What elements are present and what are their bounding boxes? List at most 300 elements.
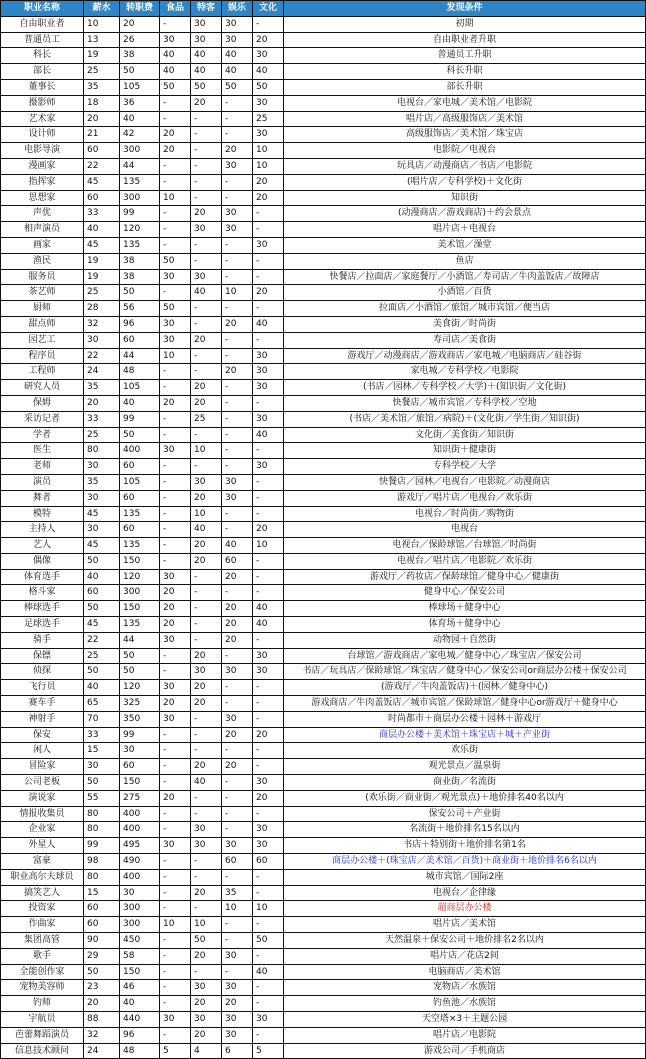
- discovery-condition: 拉面店／小酒馆／旅馆／城市宾馆／便当店: [284, 301, 646, 317]
- salary-cell: 30: [84, 490, 120, 506]
- salary-cell: 40: [84, 680, 120, 696]
- table-row: [1, 759, 646, 775]
- job-name: 模特: [1, 506, 84, 522]
- salary-cell: 35: [84, 380, 120, 396]
- table-row: [1, 775, 646, 791]
- food-cell: 20: [160, 395, 191, 411]
- discovery-condition: 欢乐街: [284, 743, 646, 759]
- transfer-fee-cell: 60: [120, 759, 160, 775]
- table-row: [1, 79, 646, 95]
- job-name: 信息技术顾问: [1, 1043, 84, 1059]
- job-name: 普通员工: [1, 32, 84, 48]
- discovery-condition: 宠物店／水族馆: [284, 980, 646, 996]
- food-cell: -: [160, 727, 191, 743]
- job-name: 芭蕾舞蹈演员: [1, 1027, 84, 1043]
- job-name: 保镖: [1, 648, 84, 664]
- food-cell: -: [160, 901, 191, 917]
- guest-cell: -: [191, 585, 222, 601]
- discovery-condition: 电视台／企律缘: [284, 885, 646, 901]
- salary-cell: 25: [84, 427, 120, 443]
- culture-cell: -: [253, 332, 284, 348]
- salary-cell: 30: [84, 459, 120, 475]
- fun-cell: 30: [222, 16, 253, 32]
- salary-cell: 22: [84, 158, 120, 174]
- guest-cell: 50: [191, 933, 222, 949]
- salary-cell: 23: [84, 980, 120, 996]
- transfer-fee-cell: 105: [120, 79, 160, 95]
- job-name: 全能创作家: [1, 964, 84, 980]
- discovery-condition: 电影院／电视台: [284, 143, 646, 159]
- culture-cell: 25: [253, 111, 284, 127]
- fun-cell: 40: [222, 48, 253, 64]
- job-name: 艺术家: [1, 111, 84, 127]
- guest-cell: 30: [191, 16, 222, 32]
- fun-cell: 20: [222, 316, 253, 332]
- table-row: [1, 806, 646, 822]
- guest-cell: -: [191, 174, 222, 190]
- guest-cell: -: [191, 427, 222, 443]
- table-row: [1, 32, 646, 48]
- salary-cell: 10: [84, 16, 120, 32]
- table-row: [1, 111, 646, 127]
- job-name: 赛车手: [1, 696, 84, 712]
- fun-cell: -: [222, 459, 253, 475]
- discovery-condition: 玩具店／动漫商店／书店／电影院: [284, 158, 646, 174]
- salary-cell: 50: [84, 601, 120, 617]
- fun-cell: 30: [222, 222, 253, 238]
- food-cell: -: [160, 806, 191, 822]
- job-name: 格斗家: [1, 585, 84, 601]
- discovery-condition: 天然温泉＋保安公司＋地价排名2名以内: [284, 933, 646, 949]
- guest-cell: 30: [191, 222, 222, 238]
- transfer-fee-cell: 60: [120, 459, 160, 475]
- culture-cell: 30: [253, 364, 284, 380]
- culture-cell: -: [253, 680, 284, 696]
- fun-cell: 30: [222, 206, 253, 222]
- food-cell: 30: [160, 332, 191, 348]
- job-name: 相声演员: [1, 222, 84, 238]
- culture-cell: -: [253, 917, 284, 933]
- transfer-fee-cell: 50: [120, 427, 160, 443]
- fun-cell: 60: [222, 553, 253, 569]
- guest-cell: 40: [191, 522, 222, 538]
- job-name: 棒球选手: [1, 601, 84, 617]
- culture-cell: -: [253, 395, 284, 411]
- salary-cell: 19: [84, 48, 120, 64]
- salary-cell: 20: [84, 111, 120, 127]
- salary-cell: 35: [84, 79, 120, 95]
- fun-cell: 20: [222, 601, 253, 617]
- food-cell: -: [160, 775, 191, 791]
- fun-cell: 20: [222, 617, 253, 633]
- table-row: [1, 1027, 646, 1043]
- header-name: 职业名称: [1, 1, 84, 17]
- transfer-fee-cell: 60: [120, 332, 160, 348]
- culture-cell: -: [253, 301, 284, 317]
- job-name: 作曲家: [1, 917, 84, 933]
- guest-cell: -: [191, 617, 222, 633]
- food-cell: -: [160, 538, 191, 554]
- salary-cell: 28: [84, 301, 120, 317]
- culture-cell: -: [253, 632, 284, 648]
- food-cell: 20: [160, 585, 191, 601]
- culture-cell: 20: [253, 32, 284, 48]
- table-row: [1, 64, 646, 80]
- transfer-fee-cell: 150: [120, 775, 160, 791]
- transfer-fee-cell: 56: [120, 301, 160, 317]
- culture-cell: 20: [253, 727, 284, 743]
- guest-cell: 30: [191, 269, 222, 285]
- culture-cell: 20: [253, 174, 284, 190]
- table-row: [1, 664, 646, 680]
- guest-cell: -: [191, 964, 222, 980]
- transfer-fee-cell: 50: [120, 648, 160, 664]
- table-row: [1, 285, 646, 301]
- transfer-fee-cell: 99: [120, 206, 160, 222]
- fun-cell: -: [222, 332, 253, 348]
- guest-cell: 40: [191, 48, 222, 64]
- job-name: 老师: [1, 459, 84, 475]
- discovery-condition: 动物园＋自然街: [284, 632, 646, 648]
- discovery-condition: 书店／玩具店／保龄球馆／珠宝店／健身中心／保安公司or商层办公楼＋保安公司: [284, 664, 646, 680]
- guest-cell: 20: [191, 948, 222, 964]
- transfer-fee-cell: 440: [120, 1012, 160, 1028]
- culture-cell: -: [253, 206, 284, 222]
- culture-cell: 40: [253, 316, 284, 332]
- fun-cell: 35: [222, 885, 253, 901]
- transfer-fee-cell: 50: [120, 664, 160, 680]
- transfer-fee-cell: 135: [120, 538, 160, 554]
- table-row: [1, 222, 646, 238]
- food-cell: -: [160, 380, 191, 396]
- salary-cell: 50: [84, 775, 120, 791]
- guest-cell: 20: [191, 759, 222, 775]
- transfer-fee-cell: 50: [120, 285, 160, 301]
- salary-cell: 50: [84, 964, 120, 980]
- salary-cell: 35: [84, 474, 120, 490]
- job-name: 自由职业者: [1, 16, 84, 32]
- job-name: 设计师: [1, 127, 84, 143]
- fun-cell: 20: [222, 569, 253, 585]
- guest-cell: 20: [191, 332, 222, 348]
- job-name: 艺人: [1, 538, 84, 554]
- salary-cell: 60: [84, 585, 120, 601]
- table-row: [1, 648, 646, 664]
- job-name: 宇航员: [1, 1012, 84, 1028]
- salary-cell: 88: [84, 1012, 120, 1028]
- job-name: 闲人: [1, 743, 84, 759]
- job-name: 园艺工: [1, 332, 84, 348]
- table-row: [1, 822, 646, 838]
- job-name: 宠物美容师: [1, 980, 84, 996]
- transfer-fee-cell: 40: [120, 395, 160, 411]
- guest-cell: 30: [191, 32, 222, 48]
- discovery-condition: 部长升职: [284, 79, 646, 95]
- fun-cell: 10: [222, 901, 253, 917]
- food-cell: 40: [160, 48, 191, 64]
- table-row: [1, 948, 646, 964]
- fun-cell: -: [222, 253, 253, 269]
- guest-cell: 20: [191, 553, 222, 569]
- food-cell: 50: [160, 79, 191, 95]
- culture-cell: 40: [253, 64, 284, 80]
- job-name: 科长: [1, 48, 84, 64]
- table-row: [1, 16, 646, 32]
- table-row: [1, 269, 646, 285]
- culture-cell: 40: [253, 601, 284, 617]
- salary-cell: 50: [84, 664, 120, 680]
- job-name: 骑手: [1, 632, 84, 648]
- guest-cell: -: [191, 237, 222, 253]
- transfer-fee-cell: 150: [120, 964, 160, 980]
- guest-cell: -: [191, 601, 222, 617]
- job-name: 厨师: [1, 301, 84, 317]
- table-row: [1, 253, 646, 269]
- culture-cell: 20: [253, 190, 284, 206]
- job-name: 工程师: [1, 364, 84, 380]
- culture-cell: 20: [253, 790, 284, 806]
- discovery-condition: 初期: [284, 16, 646, 32]
- discovery-condition: 寿司店／美食街: [284, 332, 646, 348]
- culture-cell: -: [253, 869, 284, 885]
- header-food: 食品: [160, 1, 191, 17]
- salary-cell: 45: [84, 617, 120, 633]
- transfer-fee-cell: 325: [120, 696, 160, 712]
- discovery-condition: 专科学校／大学: [284, 459, 646, 475]
- discovery-condition: 唱片店＋电视台: [284, 222, 646, 238]
- food-cell: -: [160, 285, 191, 301]
- food-cell: -: [160, 237, 191, 253]
- discovery-condition: 电脑商店／美术馆: [284, 964, 646, 980]
- culture-cell: -: [253, 553, 284, 569]
- discovery-condition: 天空塔×3＋主题公园: [284, 1012, 646, 1028]
- food-cell: 30: [160, 632, 191, 648]
- job-name: 学者: [1, 427, 84, 443]
- salary-cell: 33: [84, 727, 120, 743]
- job-name: 指挥家: [1, 174, 84, 190]
- culture-cell: 30: [253, 459, 284, 475]
- culture-cell: -: [253, 490, 284, 506]
- salary-cell: 98: [84, 854, 120, 870]
- table-row: [1, 869, 646, 885]
- guest-cell: 20: [191, 538, 222, 554]
- discovery-condition: 唱片店／花店2间: [284, 948, 646, 964]
- job-name: 摄影师: [1, 95, 84, 111]
- culture-cell: 30: [253, 775, 284, 791]
- job-name: 投资家: [1, 901, 84, 917]
- transfer-fee-cell: 135: [120, 506, 160, 522]
- culture-cell: 5: [253, 1043, 284, 1059]
- job-name: 歌手: [1, 948, 84, 964]
- salary-cell: 15: [84, 885, 120, 901]
- transfer-fee-cell: 135: [120, 174, 160, 190]
- discovery-condition: (书店／美术馆／旅馆／病院)＋(文化街／学生街／知识街): [284, 411, 646, 427]
- transfer-fee-cell: 275: [120, 790, 160, 806]
- table-row: [1, 459, 646, 475]
- guest-cell: 10: [191, 506, 222, 522]
- job-name: 渔民: [1, 253, 84, 269]
- guest-cell: -: [191, 743, 222, 759]
- transfer-fee-cell: 400: [120, 443, 160, 459]
- food-cell: 20: [160, 601, 191, 617]
- transfer-fee-cell: 48: [120, 364, 160, 380]
- table-row: [1, 174, 646, 190]
- job-name: 飞行员: [1, 680, 84, 696]
- food-cell: -: [160, 16, 191, 32]
- food-cell: -: [160, 822, 191, 838]
- fun-cell: 50: [222, 79, 253, 95]
- salary-cell: 60: [84, 190, 120, 206]
- discovery-condition: (欢乐街／商业街／观光景点)＋地价排名40名以内: [284, 790, 646, 806]
- food-cell: 30: [160, 838, 191, 854]
- food-cell: 10: [160, 190, 191, 206]
- table-row: [1, 917, 646, 933]
- food-cell: -: [160, 1027, 191, 1043]
- transfer-fee-cell: 105: [120, 474, 160, 490]
- transfer-fee-cell: 44: [120, 158, 160, 174]
- fun-cell: 6: [222, 1043, 253, 1059]
- transfer-fee-cell: 400: [120, 822, 160, 838]
- culture-cell: 40: [253, 427, 284, 443]
- salary-cell: 33: [84, 411, 120, 427]
- table-row: [1, 696, 646, 712]
- discovery-condition: 自由职业者升职: [284, 32, 646, 48]
- fun-cell: -: [222, 190, 253, 206]
- transfer-fee-cell: 400: [120, 806, 160, 822]
- salary-cell: 32: [84, 316, 120, 332]
- discovery-condition: (游戏厅／牛肉盖饭店)＋(园林／健身中心): [284, 680, 646, 696]
- guest-cell: -: [191, 127, 222, 143]
- table-row: [1, 332, 646, 348]
- fun-cell: 30: [222, 711, 253, 727]
- job-name: 企业家: [1, 822, 84, 838]
- discovery-condition: 游戏厅／动漫商店／游戏商店／家电城／电脑商店／硅谷街: [284, 348, 646, 364]
- salary-cell: 80: [84, 869, 120, 885]
- guest-cell: 30: [191, 664, 222, 680]
- table-row: [1, 158, 646, 174]
- table-row: [1, 443, 646, 459]
- culture-cell: 10: [253, 901, 284, 917]
- job-name: 甜点师: [1, 316, 84, 332]
- table-row: [1, 427, 646, 443]
- food-cell: -: [160, 95, 191, 111]
- transfer-fee-cell: 300: [120, 585, 160, 601]
- food-cell: -: [160, 664, 191, 680]
- job-name: 画家: [1, 237, 84, 253]
- salary-cell: 25: [84, 64, 120, 80]
- discovery-condition: 电视台／家电城／美术馆／电影院: [284, 95, 646, 111]
- discovery-condition: 高级服饰店／美术馆／珠宝店: [284, 127, 646, 143]
- guest-cell: -: [191, 790, 222, 806]
- transfer-fee-cell: 135: [120, 237, 160, 253]
- discovery-condition: 电视台: [284, 522, 646, 538]
- discovery-condition: 游戏厅／唱片店／电视台／欢乐街: [284, 490, 646, 506]
- guest-cell: -: [191, 854, 222, 870]
- food-cell: 30: [160, 316, 191, 332]
- culture-cell: 30: [253, 838, 284, 854]
- transfer-fee-cell: 350: [120, 711, 160, 727]
- salary-cell: 40: [84, 222, 120, 238]
- discovery-condition: 普通员工升职: [284, 48, 646, 64]
- fun-cell: 30: [222, 948, 253, 964]
- job-name: 声优: [1, 206, 84, 222]
- culture-cell: -: [253, 696, 284, 712]
- transfer-fee-cell: 60: [120, 490, 160, 506]
- job-name: 演员: [1, 474, 84, 490]
- discovery-condition: 科长升职: [284, 64, 646, 80]
- table-row: [1, 632, 646, 648]
- salary-cell: 40: [84, 569, 120, 585]
- table-row: [1, 95, 646, 111]
- food-cell: -: [160, 111, 191, 127]
- guest-cell: -: [191, 869, 222, 885]
- fun-cell: -: [222, 348, 253, 364]
- transfer-fee-cell: 300: [120, 917, 160, 933]
- discovery-condition: 快餐店／城市宾馆／专科学校／空地: [284, 395, 646, 411]
- guest-cell: 30: [191, 822, 222, 838]
- transfer-fee-cell: 38: [120, 48, 160, 64]
- header-fee: 转职费: [120, 1, 160, 17]
- job-name: 演说家: [1, 790, 84, 806]
- food-cell: -: [160, 206, 191, 222]
- fun-cell: -: [222, 522, 253, 538]
- salary-cell: 15: [84, 743, 120, 759]
- transfer-fee-cell: 20: [120, 16, 160, 32]
- transfer-fee-cell: 96: [120, 316, 160, 332]
- food-cell: -: [160, 222, 191, 238]
- culture-cell: 30: [253, 411, 284, 427]
- table-row: [1, 237, 646, 253]
- transfer-fee-cell: 50: [120, 64, 160, 80]
- table-row: [1, 301, 646, 317]
- fun-cell: -: [222, 237, 253, 253]
- fun-cell: -: [222, 869, 253, 885]
- fun-cell: 30: [222, 474, 253, 490]
- job-name: 舞者: [1, 490, 84, 506]
- culture-cell: 30: [253, 664, 284, 680]
- fun-cell: -: [222, 380, 253, 396]
- job-name: 采访记者: [1, 411, 84, 427]
- fun-cell: 20: [222, 632, 253, 648]
- culture-cell: -: [253, 806, 284, 822]
- salary-cell: 13: [84, 32, 120, 48]
- salary-cell: 90: [84, 933, 120, 949]
- discovery-condition: (动漫商店／游戏商店)＋约会景点: [284, 206, 646, 222]
- table-row: [1, 506, 646, 522]
- fun-cell: 30: [222, 664, 253, 680]
- food-cell: -: [160, 553, 191, 569]
- discovery-condition: 电视台／唱片店／电影院／欢乐街: [284, 553, 646, 569]
- job-name: 电影导演: [1, 143, 84, 159]
- food-cell: 30: [160, 269, 191, 285]
- table-row: [1, 143, 646, 159]
- salary-cell: 20: [84, 996, 120, 1012]
- salary-cell: 22: [84, 632, 120, 648]
- table-row: [1, 996, 646, 1012]
- fun-cell: -: [222, 411, 253, 427]
- fun-cell: -: [222, 127, 253, 143]
- culture-cell: -: [253, 980, 284, 996]
- discovery-condition: 游戏商店／牛肉盖饭店／城市宾馆／保龄球馆／健身中心or游戏厅＋健身中心: [284, 696, 646, 712]
- culture-cell: 60: [253, 854, 284, 870]
- fun-cell: -: [222, 806, 253, 822]
- discovery-condition: 唱片店／高级服饰店／美术馆: [284, 111, 646, 127]
- guest-cell: -: [191, 569, 222, 585]
- salary-cell: 55: [84, 790, 120, 806]
- salary-cell: 99: [84, 838, 120, 854]
- guest-cell: 20: [191, 885, 222, 901]
- transfer-fee-cell: 300: [120, 143, 160, 159]
